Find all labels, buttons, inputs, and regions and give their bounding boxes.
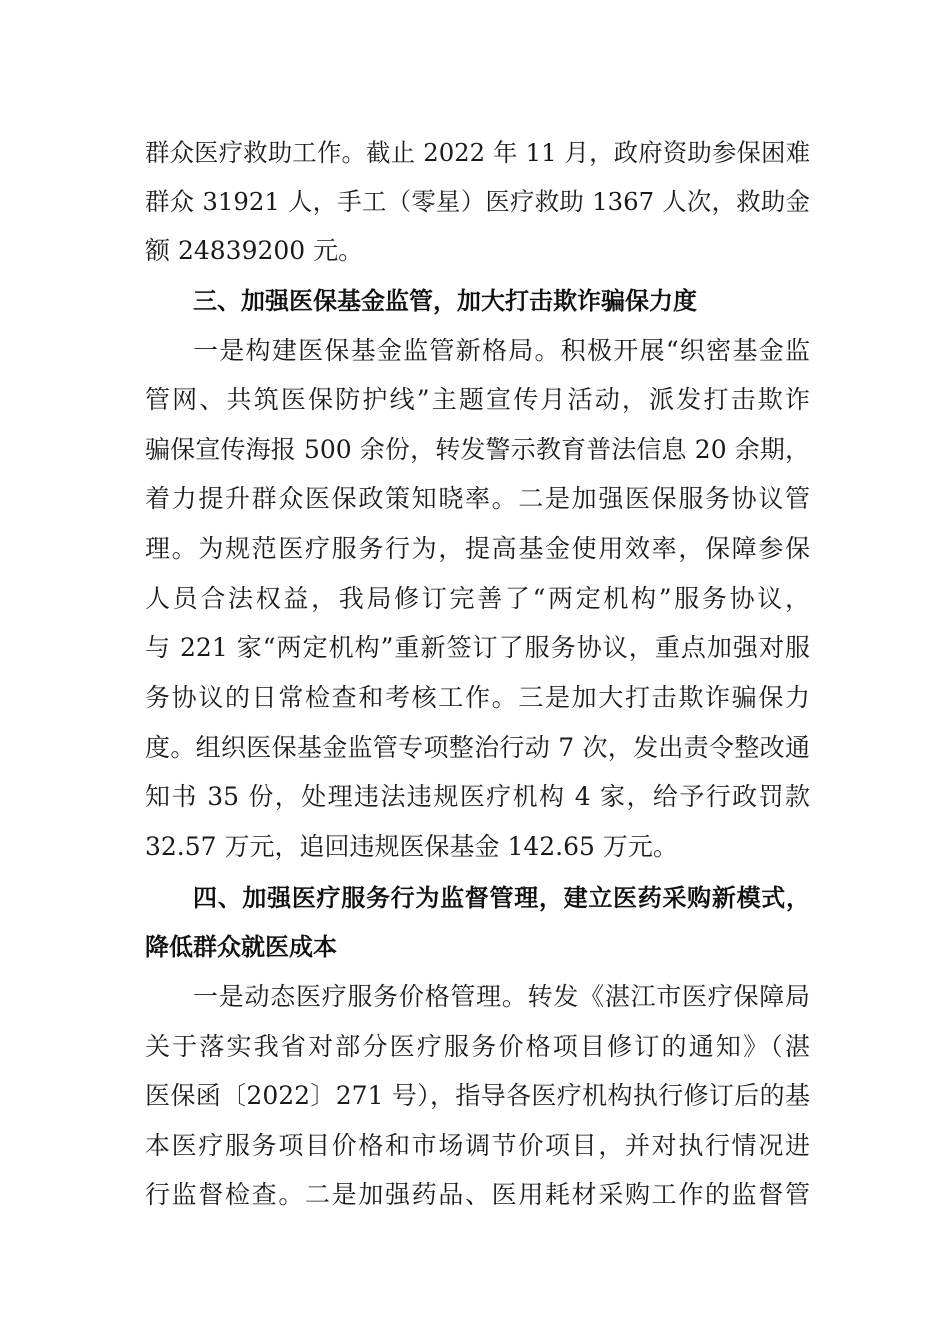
paragraph-line: 一是动态医疗服务价格管理。转发《湛江市医疗保障局 [193, 982, 810, 1011]
paragraph-line: 着力提升群众医保政策知晓率。二是加强医保服务协议管 [145, 484, 810, 513]
paragraph-line: 关于落实我省对部分医疗服务价格项目修订的通知》（湛 [145, 1032, 810, 1061]
section-heading-4: 四、加强医疗服务行为监督管理，建立医药采购新模式， [193, 884, 810, 912]
paragraph-line: 本医疗服务项目价格和市场调节价项目，并对执行情况进 [145, 1131, 810, 1160]
paragraph-line: 行监督检查。二是加强药品、医用耗材采购工作的监督管 [145, 1180, 810, 1209]
paragraph-line: 骗保宣传海报 500 余份，转发警示教育普法信息 20 余期， [145, 435, 810, 464]
paragraph-line: 一是构建医保基金监管新格局。积极开展“织密基金监 [193, 336, 810, 365]
paragraph-line: 人员合法权益，我局修订完善了“两定机构”服务协议， [145, 584, 810, 613]
paragraph-line: 知书 35 份，处理违法违规医疗机构 4 家，给予行政罚款 [145, 782, 810, 811]
paragraph-line: 群众医疗救助工作。截止 2022 年 11 月，政府资助参保困难 [145, 138, 810, 167]
paragraph-line: 额 24839200 元。 [145, 236, 364, 265]
paragraph-line: 32.57 万元，追回违规医保基金 142.65 万元。 [145, 832, 678, 861]
paragraph-line: 度。组织医保基金监管专项整治行动 7 次，发出责令整改通 [145, 733, 810, 762]
paragraph-line: 群众 31921 人，手工（零星）医疗救助 1367 人次，救助金 [145, 187, 810, 216]
paragraph-line: 务协议的日常检查和考核工作。三是加大打击欺诈骗保力 [145, 683, 810, 712]
section-heading-3: 三、加强医保基金监管，加大打击欺诈骗保力度 [193, 287, 697, 315]
paragraph-line: 与 221 家“两定机构”重新签订了服务协议，重点加强对服 [145, 633, 810, 662]
paragraph-line: 管网、共筑医保防护线”主题宣传月活动，派发打击欺诈 [145, 385, 810, 414]
section-heading-4-cont: 降低群众就医成本 [145, 933, 337, 961]
paragraph-line: 医保函〔2022〕271 号），指导各医疗机构执行修订后的基 [145, 1081, 810, 1110]
paragraph-line: 理。为规范医疗服务行为，提高基金使用效率，保障参保 [145, 534, 810, 563]
